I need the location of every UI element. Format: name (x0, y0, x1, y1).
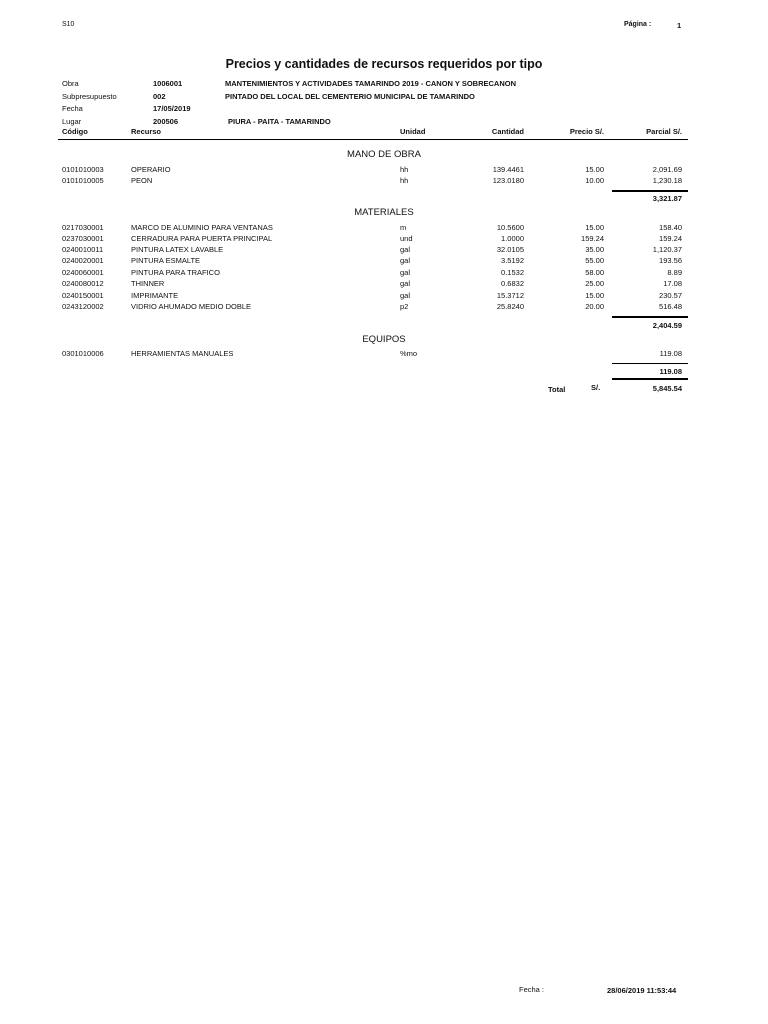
cell-parcial: 193.56 (659, 256, 682, 265)
col-cantidad: Cantidad (491, 127, 524, 136)
header-divider (58, 139, 688, 140)
cell-unidad: und (400, 234, 413, 243)
cell-recurso: CERRADURA PARA PUERTA PRINCIPAL (131, 234, 273, 243)
cell-unidad: hh (400, 176, 409, 185)
subpresupuesto-description: PINTADO DEL LOCAL DEL CEMENTERIO MUNICIPAL DE TAMARINDO (225, 92, 475, 101)
total-line (612, 378, 688, 380)
table-row (0, 256, 768, 267)
subpresupuesto-code: 002 (153, 92, 166, 101)
cell-parcial: 119.08 (659, 349, 682, 358)
cell-cantidad: 25.8240 (496, 302, 524, 311)
cell-unidad: %mo (400, 349, 418, 358)
col-unidad: Unidad (400, 127, 426, 136)
cell-recurso: PEON (131, 176, 153, 185)
cell-cantidad: 123.0180 (492, 176, 524, 185)
table-row (0, 245, 768, 256)
cell-recurso: VIDRIO AHUMADO MEDIO DOBLE (131, 302, 252, 311)
footer-fecha-value: 28/06/2019 11:53:44 (607, 986, 677, 995)
subtotal-materiales: 2,404.59 (652, 321, 682, 330)
cell-unidad: gal (400, 279, 411, 288)
table-row (0, 165, 768, 176)
cell-unidad: gal (400, 256, 411, 265)
lugar-description: PIURA - PAITA - TAMARINDO (228, 117, 331, 126)
cell-recurso: MARCO DE ALUMINIO PARA VENTANAS (131, 223, 273, 232)
obra-code: 1006001 (153, 79, 183, 88)
cell-precio: 35.00 (585, 245, 604, 254)
cell-unidad: gal (400, 268, 411, 277)
cell-recurso: THINNER (131, 279, 165, 288)
obra-description: MANTENIMIENTOS Y ACTIVIDADES TAMARINDO 2019 - CANON Y SOBRECANON (225, 79, 517, 88)
cell-codigo: 0240060001 (62, 268, 104, 277)
footer-fecha-label: Fecha : (519, 985, 545, 994)
fecha-value: 17/05/2019 (153, 104, 191, 113)
cell-precio: 15.00 (585, 165, 604, 174)
cell-recurso: PINTURA PARA TRAFICO (131, 268, 220, 277)
total-label: Total (548, 385, 566, 394)
lugar-code: 200506 (153, 117, 179, 126)
group-title-mano-de-obra: MANO DE OBRA (347, 149, 421, 160)
group-title-equipos: EQUIPOS (362, 334, 406, 345)
cell-precio: 10.00 (585, 176, 604, 185)
group-title-materiales: MATERIALES (354, 207, 414, 218)
total-currency: S/. (591, 383, 601, 392)
cell-codigo: 0101010005 (62, 176, 104, 185)
cell-codigo: 0237030001 (62, 234, 104, 243)
table-row (0, 349, 768, 360)
cell-codigo: 0217030001 (62, 223, 104, 232)
cell-unidad: gal (400, 291, 411, 300)
cell-recurso: PINTURA ESMALTE (131, 256, 201, 265)
cell-parcial: 1,120.37 (652, 245, 682, 254)
total-value: 5,845.54 (652, 384, 682, 393)
cell-parcial: 158.40 (659, 223, 682, 232)
cell-recurso: IMPRIMANTE (131, 291, 179, 300)
page-number: 1 (677, 21, 682, 30)
table-row (0, 223, 768, 234)
subtotal-equipos: 119.08 (659, 367, 682, 376)
cell-unidad: m (400, 223, 407, 232)
fecha-label: Fecha (62, 104, 83, 113)
cell-precio: 159.24 (581, 234, 604, 243)
page-title: Precios y cantidades de recursos requeridos por tipo (225, 57, 543, 71)
cell-precio: 58.00 (585, 268, 604, 277)
table-row (0, 291, 768, 302)
lugar-label: Lugar (62, 117, 82, 126)
cell-parcial: 2,091.69 (652, 165, 682, 174)
col-recurso: Recurso (131, 127, 162, 136)
cell-parcial: 8.89 (667, 268, 682, 277)
cell-unidad: hh (400, 165, 409, 174)
cell-codigo: 0240020001 (62, 256, 104, 265)
cell-cantidad: 0.1532 (501, 268, 524, 277)
cell-codigo: 0101010003 (62, 165, 104, 174)
cell-cantidad: 10.5600 (496, 223, 524, 232)
table-row (0, 176, 768, 187)
cell-codigo: 0240080012 (62, 279, 104, 288)
cell-recurso: PINTURA LATEX LAVABLE (131, 245, 224, 254)
cell-precio: 20.00 (585, 302, 604, 311)
cell-cantidad: 3.5192 (501, 256, 524, 265)
table-row (0, 302, 768, 313)
table-row (0, 268, 768, 279)
obra-label: Obra (62, 79, 79, 88)
cell-codigo: 0240150001 (62, 291, 104, 300)
cell-codigo: 0243120002 (62, 302, 104, 311)
cell-codigo: 0301010006 (62, 349, 104, 358)
subtotal-line (612, 316, 688, 318)
cell-parcial: 516.48 (659, 302, 682, 311)
cell-precio: 25.00 (585, 279, 604, 288)
cell-recurso: HERRAMIENTAS MANUALES (131, 349, 234, 358)
cell-parcial: 159.24 (659, 234, 682, 243)
cell-parcial: 17.08 (663, 279, 682, 288)
subtotal-line (612, 363, 688, 364)
cell-cantidad: 32.0105 (496, 245, 524, 254)
cell-cantidad: 0.6832 (501, 279, 524, 288)
subpresupuesto-label: Subpresupuesto (62, 92, 117, 101)
cell-precio: 15.00 (585, 223, 604, 232)
cell-cantidad: 15.3712 (496, 291, 524, 300)
subtotal-mano-de-obra: 3,321.87 (652, 194, 682, 203)
subtotal-line (612, 190, 688, 192)
cell-precio: 15.00 (585, 291, 604, 300)
cell-parcial: 1,230.18 (652, 176, 682, 185)
table-row (0, 279, 768, 290)
cell-cantidad: 1.0000 (501, 234, 524, 243)
col-parcial: Parcial S/. (646, 127, 682, 136)
page-label: Página : (624, 21, 652, 28)
cell-precio: 55.00 (585, 256, 604, 265)
cell-unidad: gal (400, 245, 411, 254)
cell-recurso: OPERARIO (131, 165, 171, 174)
col-codigo: Código (62, 127, 88, 136)
cell-codigo: 0240010011 (62, 245, 104, 254)
system-label: S10 (62, 21, 75, 28)
col-precio: Precio S/. (569, 127, 604, 136)
table-row (0, 234, 768, 245)
cell-cantidad: 139.4461 (492, 165, 524, 174)
cell-parcial: 230.57 (659, 291, 682, 300)
cell-unidad: p2 (400, 302, 409, 311)
